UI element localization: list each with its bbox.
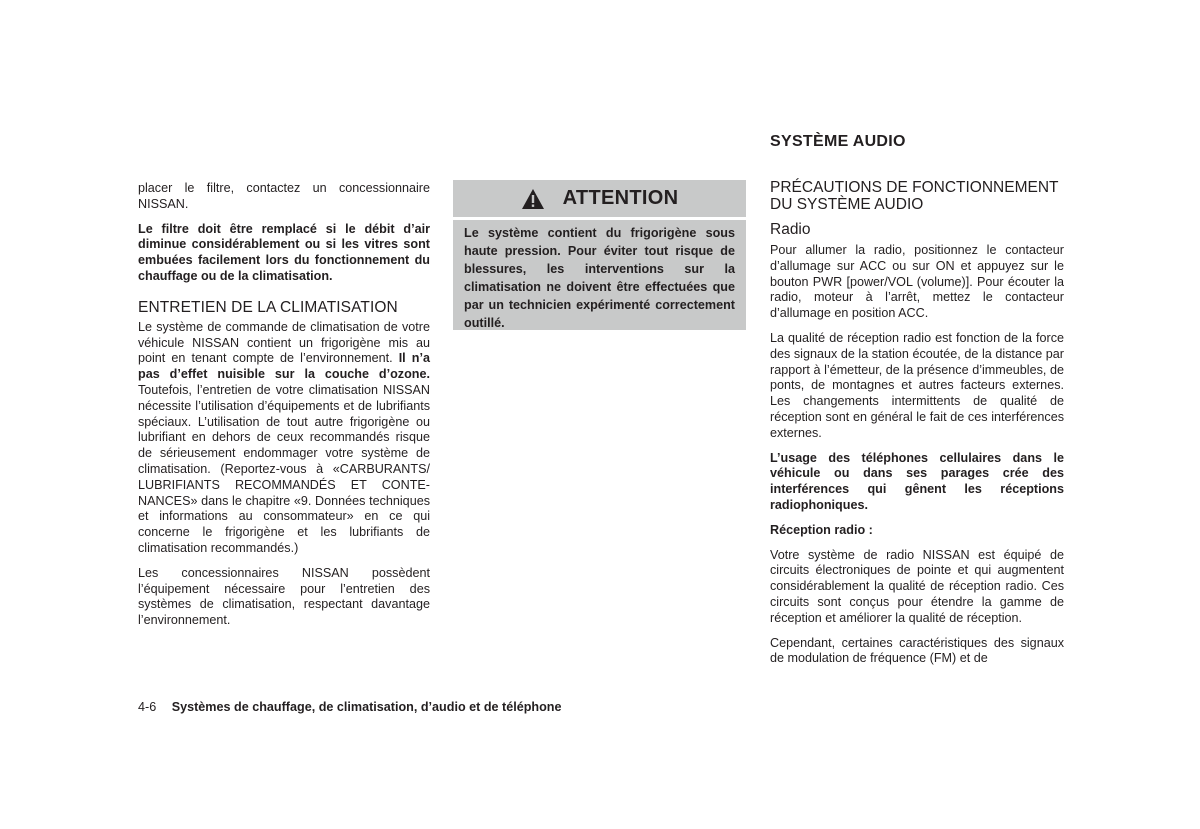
middle-column: [453, 180, 746, 330]
radio-heading: Radio: [770, 221, 811, 238]
audio-system-heading: SYSTÈME AUDIO: [770, 133, 906, 150]
radio-power-text: Pour allumer la radio, positionnez le contacteur d’allumage sur ACC ou sur ON et appuyez sur le bouton PWR [power/VOL (volume)]. Pour écouter la radio, moteur à l’arrêt, mettez le contacteur d’allumage en position ACC.: [770, 243, 1064, 321]
ac-maintenance-text: [138, 320, 430, 557]
ac-text-part-a: Le système de commande de climatisation de votre véhicule NISSAN contient un frigorigène mis au point en tenant compte de l’environnement.: [138, 319, 430, 366]
warning-triangle-icon: [521, 188, 545, 210]
warning-header: [453, 180, 746, 220]
warning-body: Le système contient du frigorigène sous haute pression. Pour éviter tout risque de blessures, les interventions sur la climatisation ne doivent être effectuées que par un technicien expérimenté correctement outillé.: [464, 226, 735, 330]
left-column: [138, 181, 430, 629]
radio-quality-text: La qualité de réception radio est fonction de la force des signaux de la station écoutée, de la distance par rapport à l’émetteur, de la présence d’immeubles, de ponts, de montagnes et autres facteurs externes. Les changements intermittents de qualité de réception sont en général le fait de ces interférences externes.: [770, 330, 1064, 440]
ozone-statement: Il n’a pas d’effet nuisible sur la couche d’ozone.: [138, 351, 430, 382]
filter-warning-text: Le filtre doit être remplacé si le débit d’air diminue considérablement ou si les vitres sont embuées facilement lors du fonctionnement du chauffage ou de la climatisation.: [138, 221, 430, 283]
page-number: 4-6: [138, 700, 157, 714]
right-column: [770, 131, 1064, 667]
radio-reception-heading: Réception radio :: [770, 522, 873, 537]
fm-signal-text: Cependant, certaines caractéristiques des signaux de modulation de fréquence (FM) et de: [770, 635, 1064, 666]
filter-replacement-text: placer le filtre, contactez un concessionnaire NISSAN.: [138, 181, 430, 211]
warning-title: ATTENTION: [562, 187, 679, 209]
ac-maintenance-heading: ENTRETIEN DE LA CLIMATISATION: [138, 298, 398, 316]
warning-box: [453, 180, 746, 330]
page-footer: [138, 700, 562, 714]
chapter-title: Systèmes de chauffage, de climatisation, d’audio et de téléphone: [171, 700, 562, 714]
dealer-equipment-text: Les concessionnaires NISSAN possèdent l’équipement nécessaire pour l’entretien des systèmes de climatisation, respectant davantage l’environnement.: [138, 565, 430, 628]
cellphone-warning-text: L’usage des téléphones cellulaires dans le véhicule ou dans ses parages crée des interférences qui gênent les réceptions radiophoniques.: [770, 450, 1064, 512]
audio-precautions-heading: PRÉCAUTIONS DE FONCTIONNEMENT DU SYSTÈME AUDIO: [770, 179, 1059, 213]
radio-circuits-text: Votre système de radio NISSAN est équipé de circuits électroniques de pointe et qui augmentent considérablement la qualité de réception radio. Ces circuits sont conçus pour étendre la gamme de réception et améliorer la qualité de réception.: [770, 547, 1064, 625]
ac-text-part-b: Toutefois, l’entretien de votre climatisation NISSAN nécessite l’utilisation d’équipements et de lubrifiants spéciaux. L’utilisation de tout autre frigorigène ou lubrifiant en dehors de ceux recommandés risque de sérieusement endommager votre système de climatisation. (Reportez-vous à «CARBURANTS/ LUBRIFIANTS RECOMMANDÉS ET CONTENANCES» dans le chapitre «9. Données techniques et informations au consommateur» en ce qui concerne le frigorigène et les lubrifiants de climatisation recommandés.): [138, 382, 430, 555]
